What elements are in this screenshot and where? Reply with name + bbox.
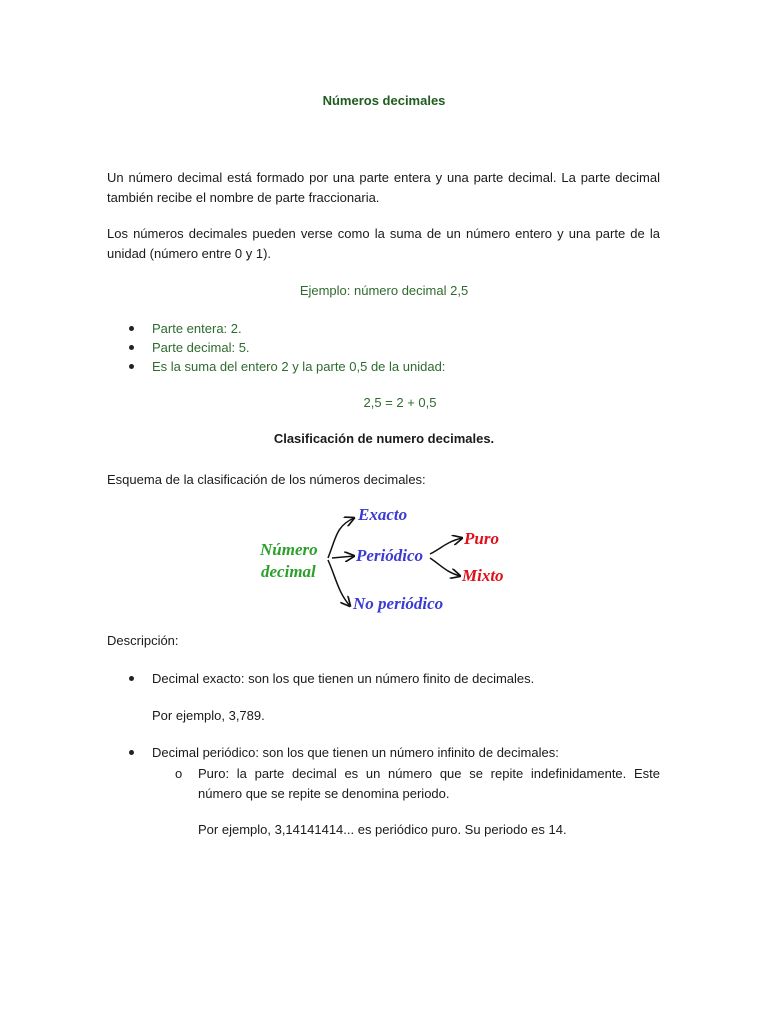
puro-example: Por ejemplo, 3,14141414... es periódico puro. Su periodo es 14.	[198, 822, 567, 837]
diagram-arrow-puro	[430, 538, 462, 554]
diagram-root-line2: decimal	[261, 562, 316, 581]
diagram-arrow-mixto	[430, 558, 460, 576]
example-heading: Ejemplo: número decimal 2,5	[299, 283, 469, 298]
bullet-dot-icon	[129, 326, 134, 331]
classification-diagram	[250, 498, 520, 623]
intro-paragraph-2: Los números decimales pueden verse como la suma de un número entero y una parte de la unidad (número entre 0 y 1).	[107, 226, 660, 261]
diagram-puro: Puro	[464, 529, 499, 548]
circle-bullet-icon: o	[175, 766, 183, 781]
classification-heading: Clasificación de numero decimales.	[273, 431, 495, 446]
exact-example: Por ejemplo, 3,789.	[152, 708, 265, 723]
bullet-dot-icon	[129, 750, 134, 755]
bullet-dot-icon	[129, 676, 134, 681]
puro-subitem	[175, 764, 660, 804]
example-bullet-text: Parte entera: 2.	[152, 321, 242, 336]
diagram-exacto: Exacto	[358, 505, 408, 524]
diagram-no-periodico: No periódico	[353, 594, 444, 613]
description-periodic-text: Decimal periódico: son los que tienen un número infinito de decimales:	[152, 745, 559, 760]
page-title: Números decimales	[322, 93, 446, 108]
diagram-periodico: Periódico	[356, 546, 424, 565]
diagram-root-line1: Número	[260, 540, 318, 559]
diagram-arrow-exacto	[328, 518, 354, 558]
example-bullet-text: Es la suma del entero 2 y la parte 0,5 de la unidad:	[152, 359, 446, 374]
bullet-dot-icon	[129, 345, 134, 350]
description-exact-text: Decimal exacto: son los que tienen un número finito de decimales.	[152, 671, 535, 686]
intro-paragraph-1: Un número decimal está formado por una parte entera y una parte decimal. La parte decimal también recibe el nombre de parte fraccionaria.	[107, 170, 660, 205]
bullet-dot-icon	[129, 364, 134, 369]
puro-text: Puro: la parte decimal es un número que se repite indefinidamente. Este número que se repite se denomina periodo.	[198, 766, 660, 801]
diagram-arrow-periodico	[332, 556, 354, 558]
scheme-intro: Esquema de la clasificación de los números decimales:	[107, 472, 426, 487]
diagram-mixto: Mixto	[462, 566, 504, 585]
example-bullet-text: Parte decimal: 5.	[152, 340, 250, 355]
description-heading: Descripción:	[107, 633, 179, 648]
example-equation: 2,5 = 2 + 0,5	[363, 395, 437, 410]
diagram-arrow-no-periodico	[328, 560, 350, 606]
